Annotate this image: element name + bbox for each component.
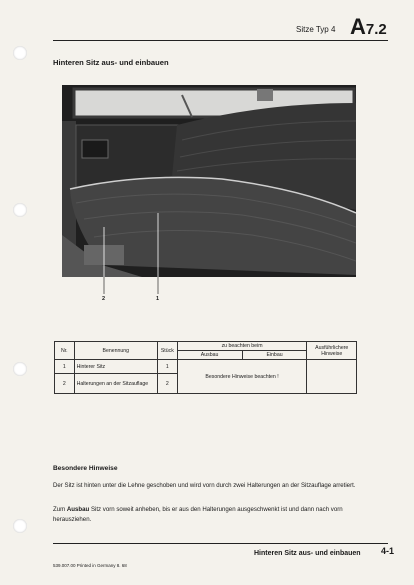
punch-hole [13,519,27,533]
header-rule [53,40,388,41]
header-zu-beachten: zu beachten beim [177,342,307,351]
row-benennung: Hinterer Sitz [74,360,157,374]
row-nr: 1 [55,360,75,374]
callout-label: 1 [156,296,160,302]
punch-hole [13,46,27,60]
callout-label: 2 [102,296,106,302]
row-stueck: 1 [158,360,178,374]
header-ausbau: Ausbau [177,351,242,360]
footer-title: Hinteren Sitz aus- und einbauen [254,550,361,557]
row-nr: 2 [55,374,75,394]
page-number: 4-1 [381,546,395,556]
notes-title: Besondere Hinweise [53,465,118,472]
merged-note: Besondere Hinweise beachten ! [177,360,307,394]
section-label: Sitze Typ 4 [296,25,336,34]
parts-table [54,341,357,394]
notes-paragraph: Zum Ausbau Sitz vorn soweit anheben, bis er aus den Halterungen ausgeschwenkt ist und dann nach vorn herausziehen. [53,506,343,523]
header-benennung: Benennung [74,342,157,360]
row-hinweise [307,360,357,394]
page-title: Hinteren Sitz aus- und einbauen [53,58,169,67]
print-note: 539.007.00 Printed in Germany 8. 68 [53,563,127,568]
header-einbau: Einbau [242,351,307,360]
notes-paragraph: Der Sitz ist hinten unter die Lehne geschoben und wird vorn durch zwei Halterungen an der Sitzauflage arretiert. [53,482,356,489]
section-code: A7.2 [350,14,387,39]
row-stueck: 2 [158,374,178,394]
punch-hole [13,362,27,376]
header-hinweise: Ausführlichere Hinweise [307,342,357,360]
header-stueck: Stück [158,342,178,360]
footer-rule [53,543,388,544]
table-row [55,360,357,374]
header-nr: Nr. [55,342,75,360]
photo-callouts [62,296,356,308]
table-header-row [55,342,357,351]
rear-seat-photo [62,85,356,277]
row-benennung: Halterungen an der Sitzauflage [74,374,157,394]
punch-hole [13,203,27,217]
